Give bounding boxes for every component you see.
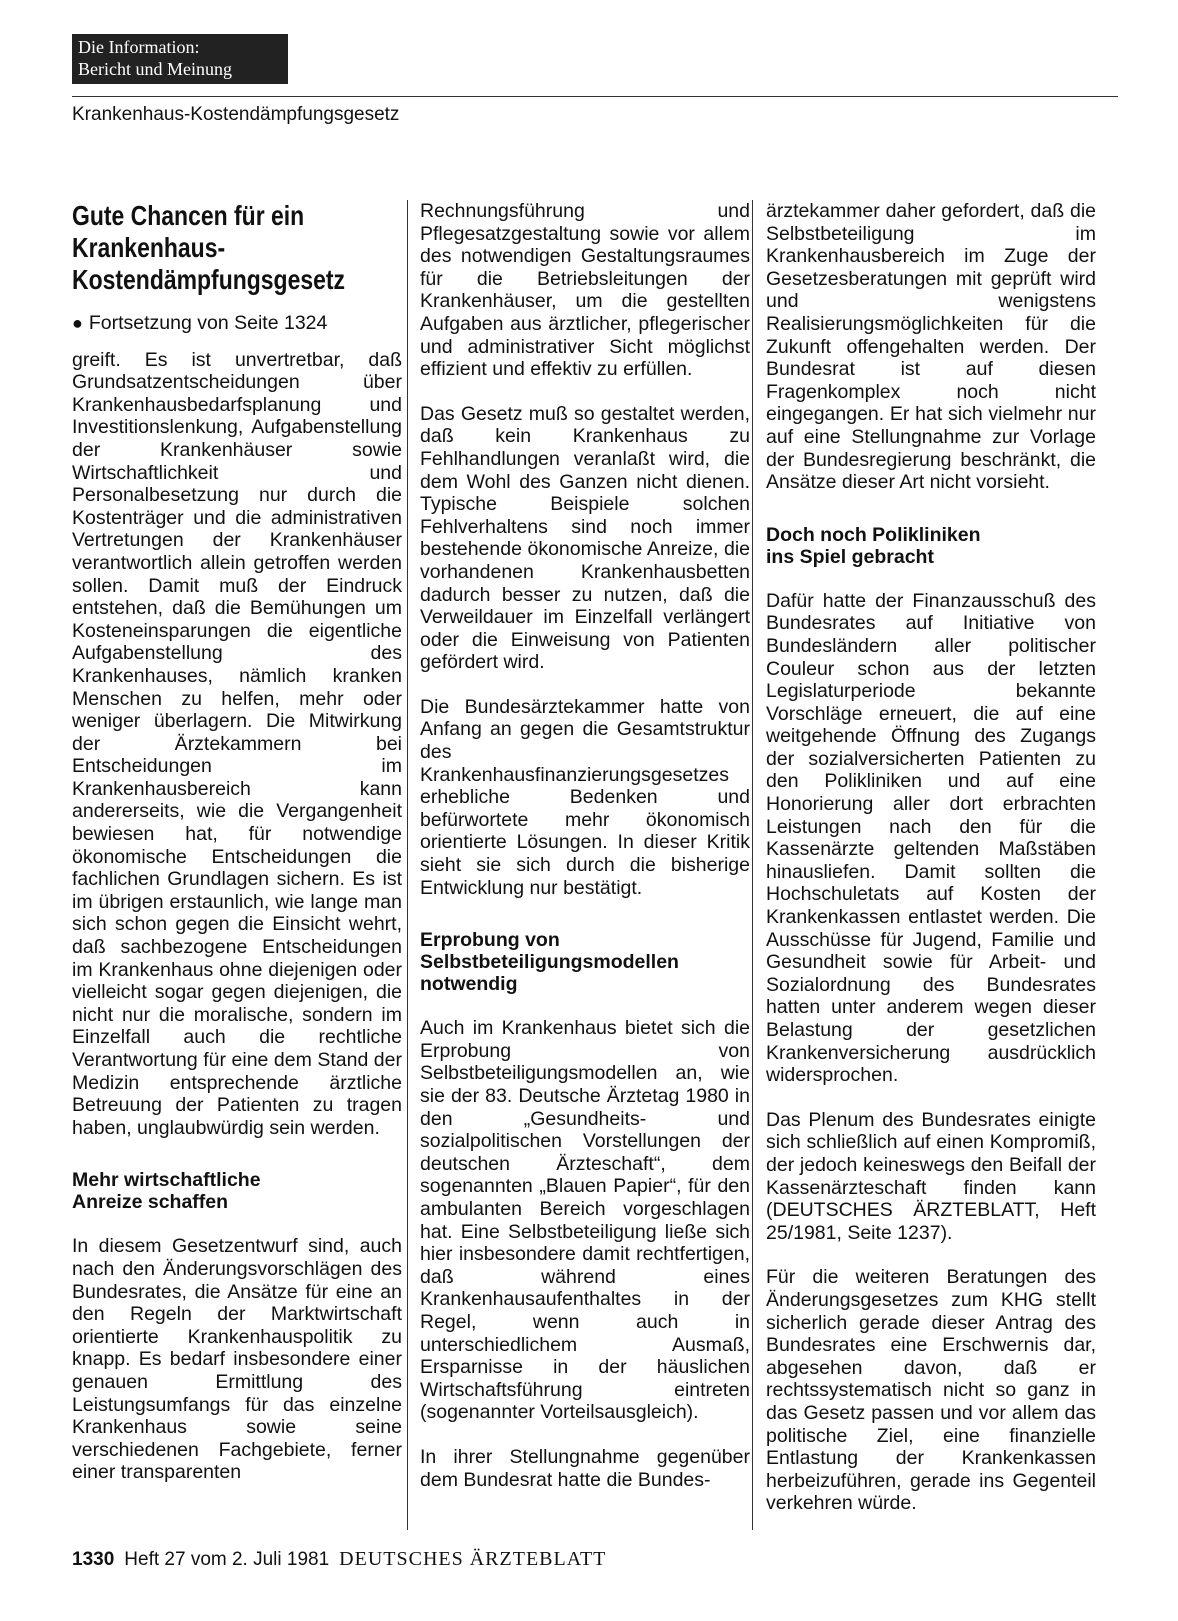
paragraph: Die Bundesärztekammer hatte von Anfang an gegen die Gesamtstruktur des Krankenhausfinanzierungsgesetzes erhebliche Bedenken und befürwortete mehr ökonomisch orientierte Lösungen. In dieser Kritik sieht sie sich durch die bisherige Entwicklung nur bestätigt.: [420, 695, 750, 899]
subheading-line: Mehr wirtschaftliche: [72, 1169, 261, 1192]
page-number: 1330: [72, 1549, 115, 1570]
paragraph: ärztekammer daher gefordert, daß die Selbstbeteiligung im Krankenhausbereich im Zuge der Gesetzesberatungen mit geprüft wird und wenigstens Realisierungsmöglichkeiten für die Zukunft offengehalten werden. Der Bundesrat ist auf diesen Fragenkomplex noch nicht eingegangen. Er hat sich vielmehr nur auf eine Stellungnahme zur Vorlage der Bundesregierung beschränkt, die Ansätze dieser Art nicht vorsieht.: [766, 200, 1096, 494]
subheading: [72, 1169, 402, 1213]
column-divider: [752, 200, 753, 1530]
subheading-line: notwendig: [420, 973, 518, 996]
paragraph: Dafür hatte der Finanzausschuß des Bundesrates auf Initiative von Bundesländern aller politischer Couleur schon aus der letzten Legislaturperiode bekannte Vorschläge erneuert, die auf eine weitgehende Öffnung des Zugangs der sozialversicherten Patienten zu den Polikliniken und auf eine Honorierung aller dort erbrachten Leistungen nach den für die Kassenärzte geltenden Maßstäben hinausliefen. Damit sollten die Hochschuletats auf Kosten der Krankenkassen entlastet werden. Die Ausschüsse für Jugend, Familie und Gesundheit sowie für Arbeit- und Sozialordnung des Bundesrates hatten unter anderem wegen dieser Belastung der gesetzlichen Krankenversicherung ausdrücklich widersprochen.: [766, 589, 1096, 1087]
headline-line: Gute Chancen für ein: [72, 200, 305, 231]
paragraph: Für die weiteren Beratungen des Änderungsgesetzes zum KHG stellt sicherlich gerade dieser Antrag des Bundesrates eine Erschwernis dar, abgesehen davon, daß er rechtssystematisch nicht so ganz in das Gesetz passen und vor allem das politische Ziel, eine finanzielle Entlastung der Krankenkassen herbeizuführen, gerade ins Gegenteil verkehren würde.: [766, 1266, 1096, 1515]
paragraph: Rechnungsführung und Pflegesatzgestaltung sowie vor allem des notwendigen Gestaltungsraumes für die Betriebsleitungen der Krankenhäuser, um die gestellten Aufgaben aus ärztlicher, pflegerischer und administrativer Sicht möglichst effizient und effektiv zu erfüllen.: [420, 200, 750, 381]
continuation-note: [72, 312, 402, 335]
section-badge: [72, 34, 288, 84]
article-column-3: [766, 200, 1096, 1537]
journal-name: DEUTSCHES ÄRZTEBLATT: [339, 1548, 607, 1570]
article-column-2: [420, 200, 750, 1513]
subheading-line: Anreize schaffen: [72, 1191, 229, 1214]
subheading: [766, 524, 1096, 568]
subheading: [420, 929, 750, 995]
paragraph: In diesem Gesetzentwurf sind, auch nach den Änderungsvorschlägen des Bundesrates, die Ansätze für eine an den Regeln der Marktwirtschaft orientierte Krankenhauspolitik zu knapp. Es bedarf insbesondere einer genauen Ermittlung des Leistungsumfangs für das einzelne Krankenhaus sowie seine verschiedenen Fachgebiete, ferner einer transparenten: [72, 1235, 402, 1484]
subheading-line: Selbstbeteiligungsmodellen: [420, 951, 679, 974]
paragraph: Auch im Krankenhaus bietet sich die Erprobung von Selbstbeteiligungsmodellen an, wie sie der 83. Deutsche Ärztetag 1980 in den „Gesundheits- und sozialpolitischen Vorstellungen der deutschen Ärzteschaft“, dem sogenannten „Blauen Papier“, für den ambulanten Bereich vorgeschlagen hat. Eine Selbstbeteiligung ließe sich hier insbesondere damit rechtfertigen, daß während eines Krankenhausaufenthaltes in der Regel, wenn auch in unterschiedlichem Ausmaß, Ersparnisse in der häuslichen Wirtschaftsführung eintreten (sogenannter Vorteilsausgleich).: [420, 1017, 750, 1424]
article-column-1: [72, 200, 402, 1506]
page-footer: [72, 1548, 606, 1571]
headline-line: Kostendämpfungsgesetz: [72, 264, 346, 295]
paragraph: In ihrer Stellungnahme gegenüber dem Bundesrat hatte die Bundes-: [420, 1445, 750, 1491]
badge-line-1: Die Information:: [78, 37, 200, 57]
paragraph: Das Gesetz muß so gestaltet werden, daß kein Krankenhaus zu Fehlhandlungen veranlaßt wird, die dem Wohl des Ganzen nicht dienen. Typische Beispiele solchen Fehlverhaltens sind noch immer bestehende ökonomische Anreize, die vorhandenen Krankenhausbetten dadurch besser zu nutzen, daß die Verweildauer im Einzelfall verlängert oder die Einweisung von Patienten gefördert wird.: [420, 402, 750, 674]
subheading-line: Doch noch Polikliniken: [766, 523, 981, 546]
column-divider: [407, 200, 408, 1530]
paragraph: greift. Es ist unvertretbar, daß Grundsatzentscheidungen über Krankenhausbedarfsplanung und Investitionslenkung, Aufgabenstellung der Krankenhäuser sowie Wirtschaftlichkeit und Personalbesetzung nur durch die Kostenträger und die administrativen Vertretungen der Krankenhäuser verantwortlich allein getroffen werden sollen. Damit muß der Eindruck entstehen, daß die Bemühungen um Kosteneinsparungen die eigentliche Aufgabenstellung des Krankenhauses, nämlich kranken Menschen zu helfen, mehr oder weniger überlagern. Die Mitwirkung der Ärztekammern bei Entscheidungen im Krankenhausbereich kann andererseits, wie die Vergangenheit bewiesen hat, für notwendige ökonomische Entscheidungen die fachlichen Grundlagen sichern. Es ist im übrigen erstaunlich, wie lange man sich schon gegen die Einsicht wehrt, daß sachbezogene Entscheidungen im Krankenhaus ohne diejenigen oder vielleicht sogar gegen diejenigen, die nicht nur die moralische, sondern im Einzelfall auch die rechtliche Verantwortung für eine dem Stand der Medizin entsprechende ärztliche Betreuung der Patienten zu tragen haben, unglaubwürdig sein werden.: [72, 348, 402, 1139]
continuation-text: Fortsetzung von Seite 1324: [88, 312, 328, 334]
section-title: Krankenhaus-Kostendämpfungsgesetz: [72, 104, 400, 125]
bullet-icon: ●: [72, 313, 83, 333]
issue-info: Heft 27 vom 2. Juli 1981: [124, 1549, 330, 1570]
subheading-line: ins Spiel gebracht: [766, 545, 934, 568]
badge-line-2: Bericht und Meinung: [78, 59, 232, 79]
paragraph: Das Plenum des Bundesrates einigte sich schließlich auf einen Kompromiß, der jedoch keineswegs den Beifall der Kassenärzteschaft finden kann (DEUTSCHES ÄRZTEBLATT, Heft 25/1981, Seite 1237).: [766, 1108, 1096, 1244]
headline-line: Krankenhaus-: [72, 232, 226, 263]
article-headline: [72, 200, 400, 296]
top-rule: [72, 96, 1118, 97]
subheading-line: Erprobung von: [420, 929, 560, 952]
